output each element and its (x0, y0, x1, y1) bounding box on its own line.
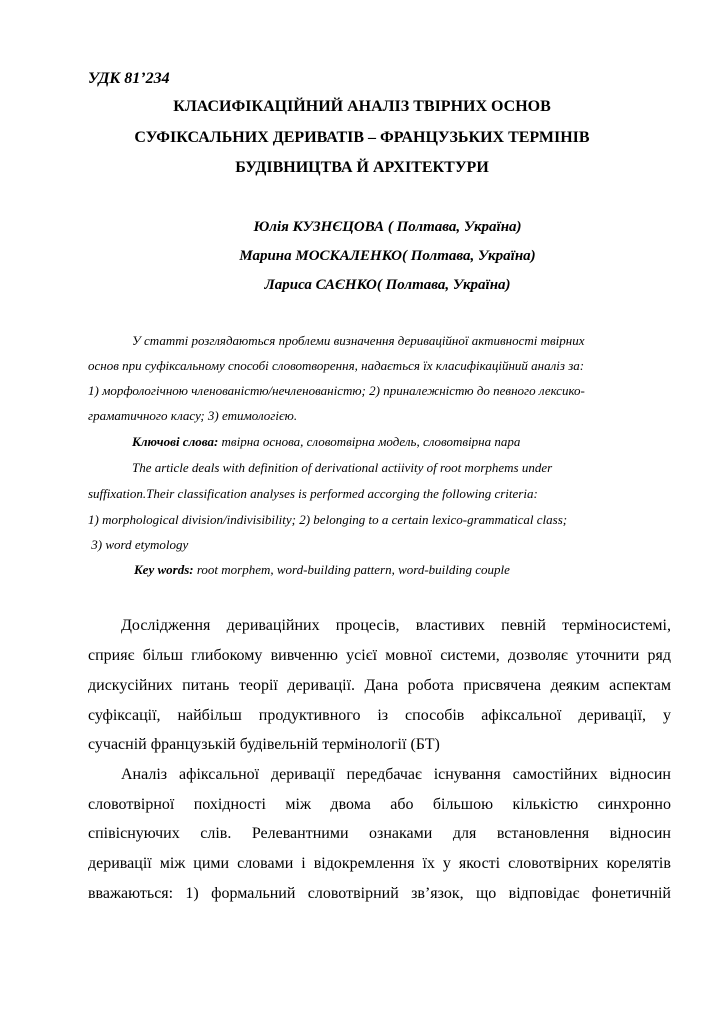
abstract-en-line-3: 1) morphological division/indivisibility; 2) belonging to a certain lexico-grammatical class; (88, 512, 568, 527)
word: і (301, 855, 306, 872)
word: дериваційних (226, 617, 320, 634)
word: теорії (238, 677, 278, 694)
word: зв’язок, (411, 885, 464, 902)
word: афіксальної (178, 766, 260, 783)
word: мовної (385, 647, 432, 664)
title-line-3: БУДІВНИЦТВА Й АРХІТЕКТУРИ (235, 159, 489, 176)
word: у (442, 855, 451, 872)
word: що (475, 885, 497, 902)
word: між (159, 855, 186, 872)
word: питань (182, 677, 230, 694)
word: процесів, (335, 617, 400, 634)
keywords-en-label: Key words: (134, 562, 194, 577)
word: більш (142, 647, 183, 664)
word: похідності (193, 796, 266, 813)
author-3: Лариса САЄНКО( Полтава, Україна) (264, 277, 511, 293)
word: словотвірної (88, 796, 175, 813)
title-line-1: КЛАСИФІКАЦІЙНИЙ АНАЛІЗ ТВІРНИХ ОСНОВ (173, 98, 551, 115)
word: відповідає (508, 885, 580, 902)
word: присвячена (463, 677, 542, 694)
word: фонетичній (591, 885, 671, 902)
body-p2-line-1 (121, 766, 671, 784)
word: деривації, (578, 707, 647, 724)
word: Релевантними (251, 825, 349, 842)
body-p2-line-5 (88, 885, 671, 903)
word: Дана (364, 677, 399, 694)
body-p1-line-3 (88, 677, 671, 695)
word: вивченню (270, 647, 338, 664)
abstract-uk-line-3: 1) морфологічною членованістю/нечленованістю; 2) приналежністю до певного лексико- (88, 383, 585, 398)
word: суфіксації, (88, 707, 161, 724)
word: способів (405, 707, 465, 724)
word: дискусійних (88, 677, 173, 694)
body-p1-line-2 (88, 647, 671, 665)
keywords-en-text: root morphem, word-building pattern, word-building couple (193, 562, 510, 577)
word: ознаками (369, 825, 433, 842)
word: найбільш (177, 707, 242, 724)
body-p1-line-4 (88, 707, 671, 725)
word: існування (433, 766, 501, 783)
word: уточнити (576, 647, 640, 664)
word: робота (407, 677, 454, 694)
word: словотвірний (307, 885, 399, 902)
word: самостійних (512, 766, 598, 783)
word: деривації (270, 766, 335, 783)
word: цими (193, 855, 230, 872)
body-p1-line-5: сучасній французькій будівельній термінології (БТ) (88, 736, 440, 753)
word: корелятів (606, 855, 671, 872)
word: кількістю (512, 796, 579, 813)
word: Аналіз (121, 766, 168, 783)
word: словами (237, 855, 294, 872)
body-p2-line-2 (88, 796, 671, 814)
abstract-en-line-4: 3) word etymology (88, 537, 189, 552)
word: 1) (185, 885, 199, 902)
word: слів. (200, 825, 232, 842)
word: більшою (432, 796, 494, 813)
word: їх (422, 855, 435, 872)
word: формальний (211, 885, 296, 902)
abstract-uk-line-4: граматичного класу; 3) етимологією. (88, 408, 298, 423)
keywords-uk-text: твірна основа, словотвірна модель, словотвірна пара (218, 434, 521, 449)
abstract-uk-line-1: У статті розглядаються проблеми визначення дериваційної активності твірних (132, 333, 585, 348)
abstract-en-line-2: suffixation.Their classification analyses is performed accorging the following criteria: (88, 486, 538, 501)
keywords-uk (132, 434, 520, 450)
word: сприяє (88, 647, 135, 664)
word: афіксальної (481, 707, 562, 724)
word: дозволяє (508, 647, 568, 664)
word: словотвірних (508, 855, 599, 872)
word: певній (501, 617, 546, 634)
word: співіснуючих (88, 825, 180, 842)
word: властивих (415, 617, 485, 634)
word: відносин (609, 766, 671, 783)
word: або (390, 796, 414, 813)
word: продуктивного (258, 707, 361, 724)
word: деяким (550, 677, 600, 694)
word: у (662, 707, 671, 724)
word: синхронно (597, 796, 671, 813)
body-p2-line-3 (88, 825, 671, 843)
word: із (377, 707, 389, 724)
author-2: Марина МОСКАЛЕНКО( Полтава, Україна) (239, 248, 536, 264)
body-p2-line-4 (88, 855, 671, 873)
body-p1-line-1 (121, 617, 671, 635)
word: між (285, 796, 312, 813)
word: відносин (609, 825, 671, 842)
word: встановлення (496, 825, 590, 842)
word: Дослідження (121, 617, 211, 634)
abstract-uk-line-2: основ при суфіксальному способі словотворення, надається їх класифікаційний аналіз за: (88, 358, 585, 373)
word: системи, (440, 647, 500, 664)
word: вважаються: (88, 885, 174, 902)
word: аспектам (609, 677, 671, 694)
word: глибокому (191, 647, 263, 664)
word: якості (458, 855, 501, 872)
title-line-2: СУФІКСАЛЬНИХ ДЕРИВАТІВ – ФРАНЦУЗЬКИХ ТЕРМІНІВ (134, 129, 590, 146)
word: для (452, 825, 477, 842)
keywords-en (134, 562, 510, 578)
word: деривації (88, 855, 152, 872)
word: ряд (647, 647, 671, 664)
word: двома (330, 796, 371, 813)
word: усієї (346, 647, 378, 664)
abstract-en-line-1: The article deals with definition of derivational actiivity of root morphems under (132, 460, 553, 475)
word: терміносистемі, (562, 617, 671, 634)
word: деривації. (287, 677, 356, 694)
udk-code: УДК 81’234 (88, 70, 170, 87)
word: передбачає (346, 766, 422, 783)
keywords-uk-label: Ключові слова: (132, 434, 219, 449)
author-1: Юлія КУЗНЄЦОВА ( Полтава, Україна) (253, 219, 522, 235)
word: відокремлення (313, 855, 415, 872)
